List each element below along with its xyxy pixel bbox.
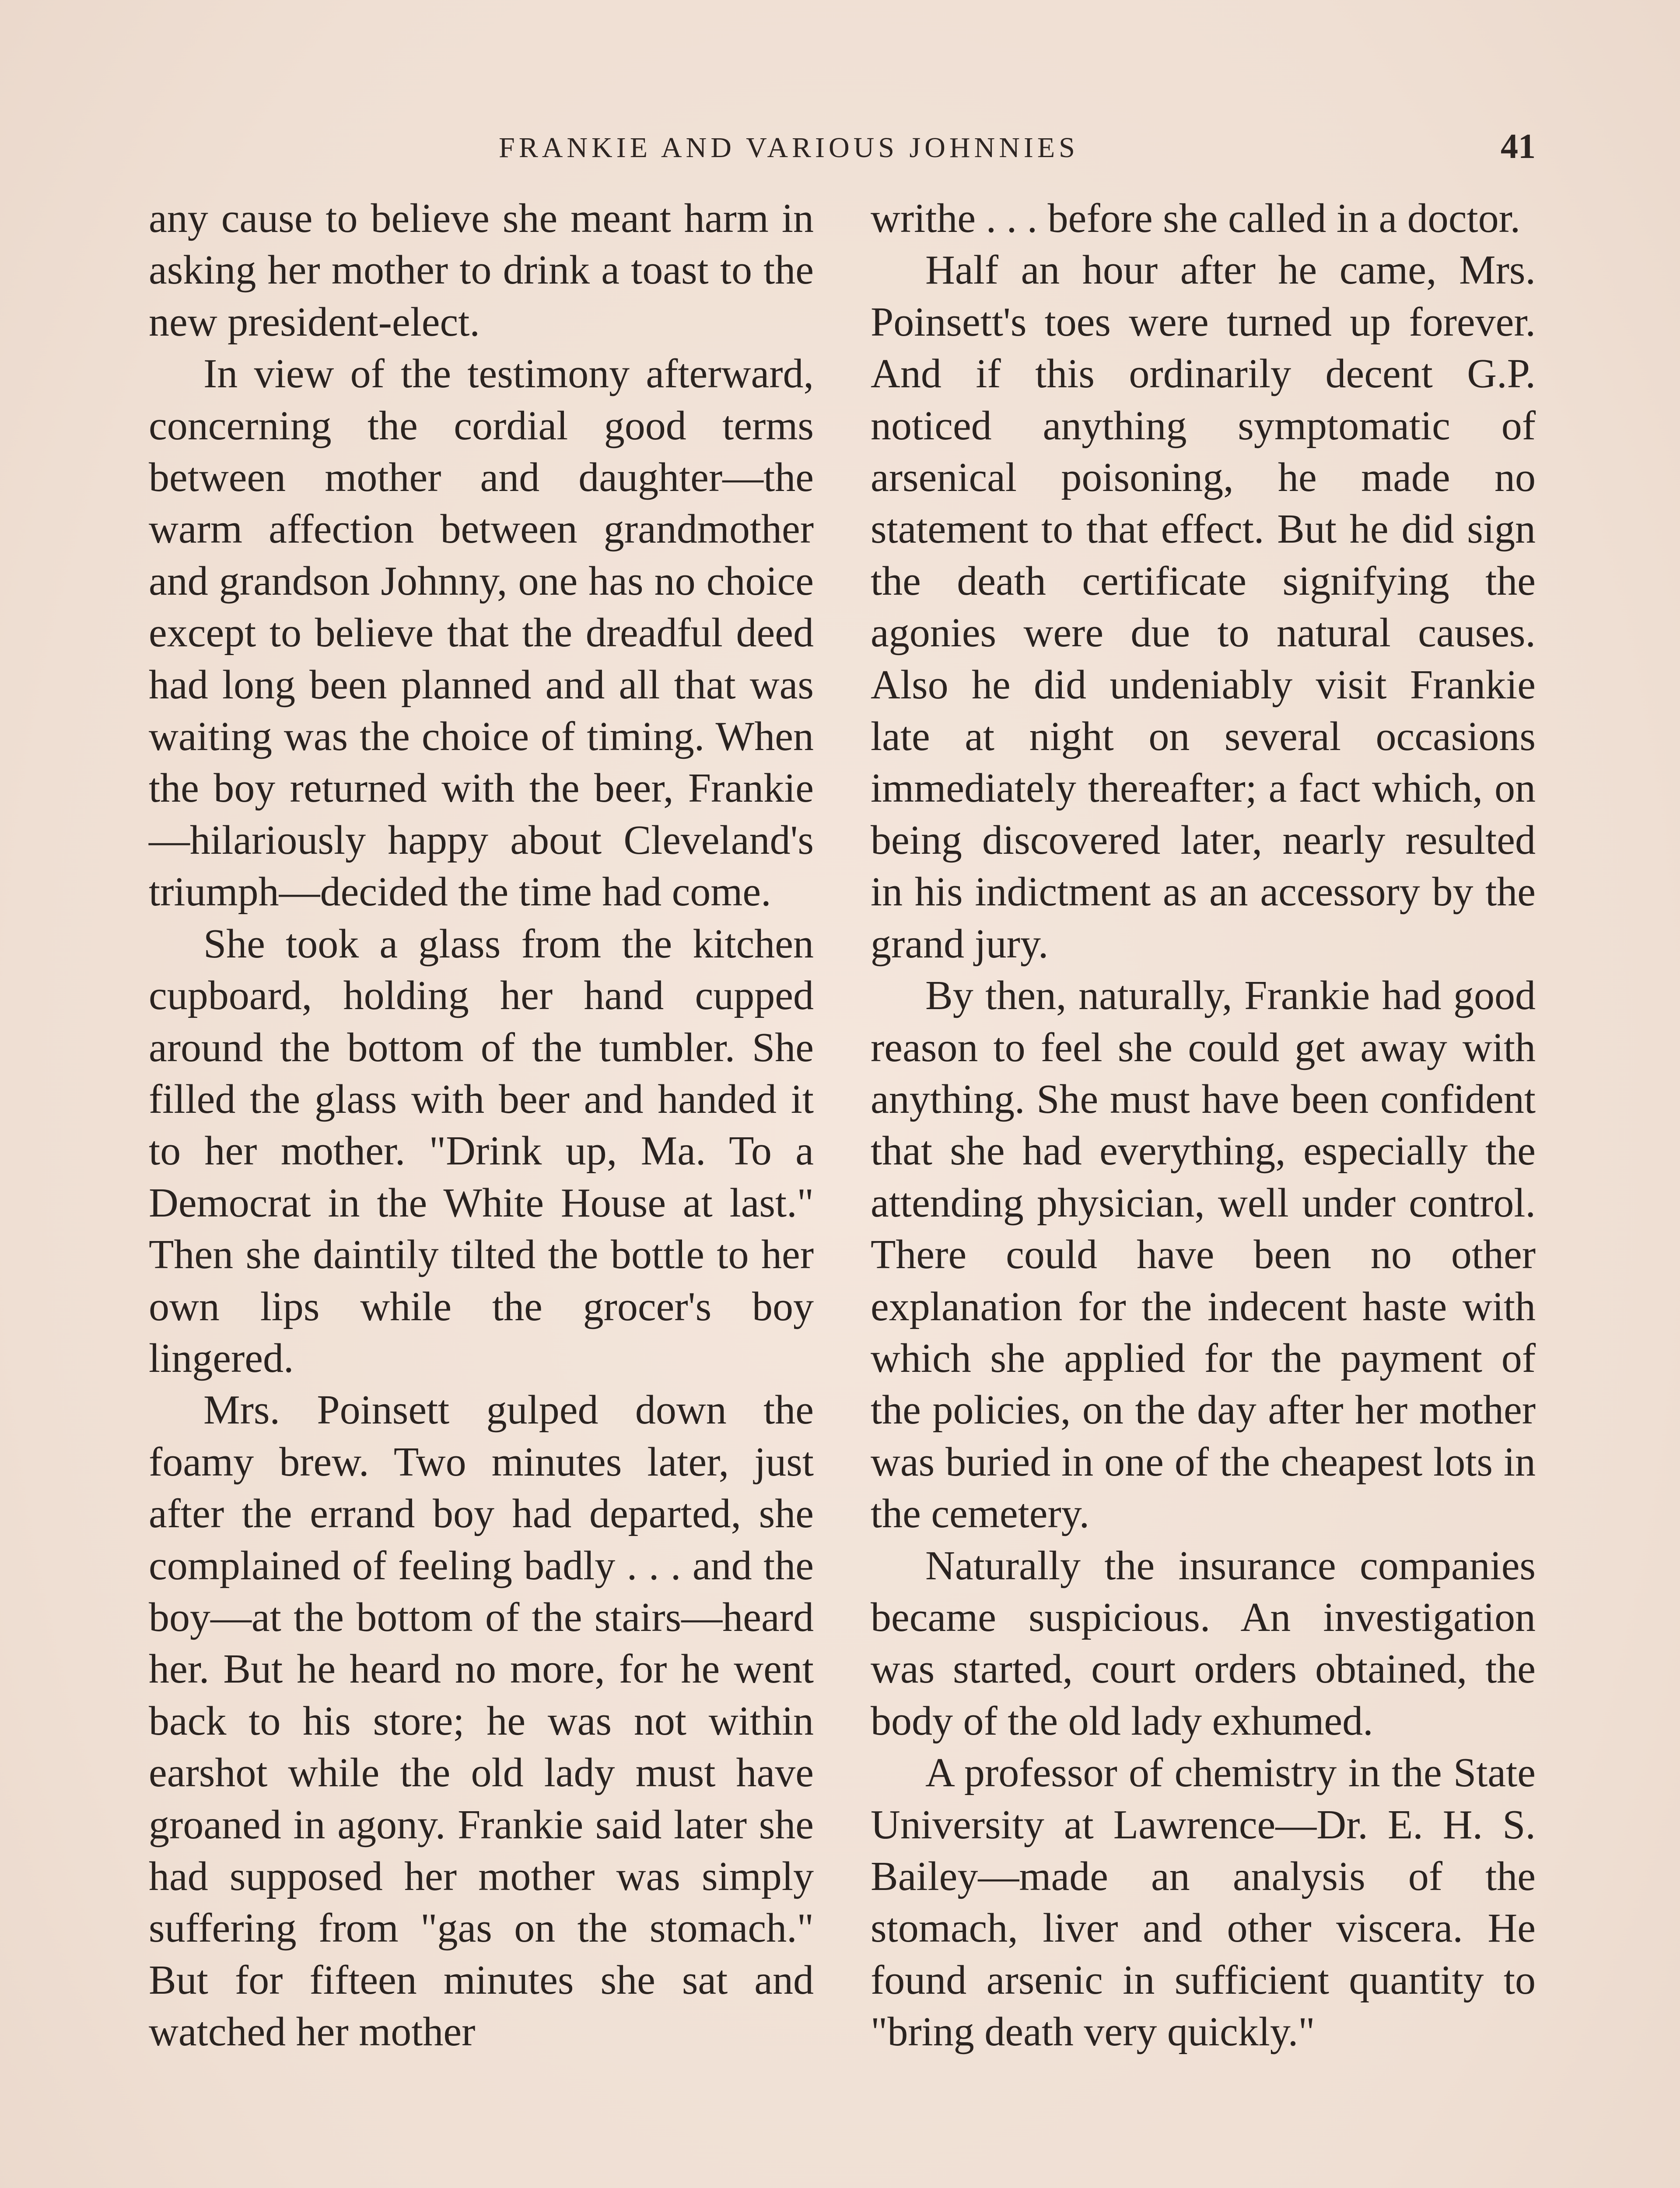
paragraph: writhe . . . before she called in a doctor. [871, 196, 1521, 241]
paragraph: By then, naturally, Frankie had good reason to feel she could get away with anything. She must have been confident that she had everything, especially the attending physician, well under control. There could have been no other explanation for the indecent haste with which she applied for the payment of the policies, on the day after her mother was buried in one of the cheapest lots in the cemetery. [871, 973, 1536, 1537]
right-column [871, 193, 1536, 2058]
paragraph: A professor of chemistry in the State University at Lawrence—Dr. E. H. S. Bailey—made an analysis of the stomach, liver and other viscera. He found arsenic in sufficient quantity to "bring death very quickly." [871, 1750, 1536, 2055]
paragraph: Half an hour after he came, Mrs. Poinsett's toes were turned up forever. And if this ordinarily decent G.P. noticed anything symptomatic of arsenical poisoning, he made no statement to that effect. But he did sign the death certificate signifying the agonies were due to natural causes. Also he did undeniably visit Frankie late at night on several occasions immediately thereafter; a fact which, on being discovered later, nearly resulted in his indictment as an accessory by the grand jury. [871, 247, 1536, 967]
paragraph: Mrs. Poinsett gulped down the foamy brew. Two minutes later, just after the errand boy had departed, she complained of feeling badly . . . and the boy—at the bottom of the stairs—heard her. But he heard no more, for he went back to his store; he was not within earshot while the old lady must have groaned in agony. Frankie said later she had supposed her mother was simply suffering from "gas on the stomach." But for fifteen minutes she sat and watched her mother [149, 1387, 814, 2055]
paragraph: In view of the testimony afterward, concerning the cordial good terms between mother and daughter—the warm affection between grandmother and grandson Johnny, one has no choice except to believe that the dreadful deed had long been planned and all that was waiting was the choice of timing. When the boy returned with the beer, Frankie—hilariously happy about Cleveland's triumph—decided the time had come. [149, 351, 814, 915]
paragraph: Naturally the insurance companies became suspicious. An investigation was started, court orders obtained, the body of the old lady exhumed. [871, 1543, 1536, 1744]
running-title: FRANKIE AND VARIOUS JOHNNIES [499, 132, 1079, 164]
left-column [149, 193, 814, 2058]
paragraph: any cause to believe she meant harm in asking her mother to drink a toast to the new president-elect. [149, 196, 814, 345]
paragraph: She took a glass from the kitchen cupboard, holding her hand cupped around the bottom of the tumbler. She filled the glass with beer and handed it to her mother. "Drink up, Ma. To a Democrat in the White House at last." Then she daintily tilted the bottle to her own lips while the grocer's boy lingered. [149, 921, 814, 1381]
page-number: 41 [1501, 127, 1536, 166]
